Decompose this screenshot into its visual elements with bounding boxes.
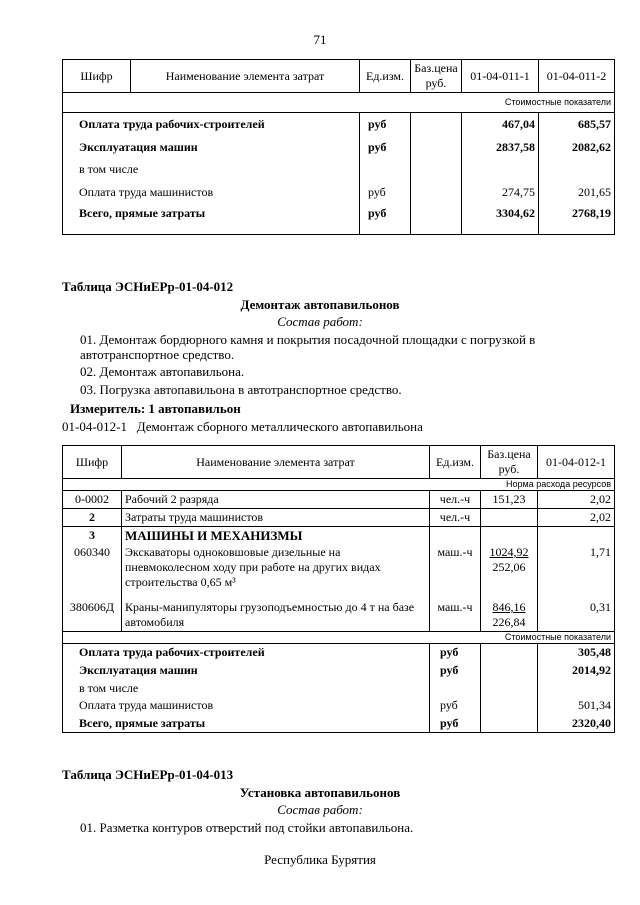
header-code: Шифр xyxy=(63,446,122,479)
table-row xyxy=(63,205,615,235)
row-unit: руб xyxy=(360,181,411,205)
table-row xyxy=(63,181,615,205)
row-unit: маш.-ч xyxy=(430,594,481,632)
table-title-013: Таблица ЭСНиЕРр-01-04-013 xyxy=(62,767,234,782)
row-value-2: 2082,62 xyxy=(539,137,615,159)
cost-label: Стоимостные показатели xyxy=(63,632,615,644)
row-value: 2320,40 xyxy=(538,715,615,733)
row-value-1: 3304,62 xyxy=(462,205,539,235)
header-col-2: 01-04-011-2 xyxy=(539,60,615,93)
row-value: 2014,92 xyxy=(538,662,615,680)
row-code: 0-0002 xyxy=(63,491,122,509)
row-value: 501,34 xyxy=(538,697,615,715)
row-name: Эксплуатация машин xyxy=(63,137,360,159)
table-row xyxy=(63,544,615,594)
row-value-2: 201,65 xyxy=(539,181,615,205)
page-number: 71 xyxy=(313,32,327,47)
row-name: Затраты труда машинистов xyxy=(122,509,430,527)
work-item: автотранспортное средство. xyxy=(80,347,235,362)
row-value-1: 274,75 xyxy=(462,181,539,205)
row-unit: маш.-ч xyxy=(430,544,481,594)
footer-region: Республика Бурятия xyxy=(264,852,376,867)
row-value-2: 685,57 xyxy=(539,113,615,137)
section-heading-012: Демонтаж автопавильонов xyxy=(240,297,400,312)
row-name: Оплата труда машинистов xyxy=(63,697,430,715)
work-item: 01. Демонтаж бордюрного камня и покрытия посадочной площадки с погрузкой в xyxy=(80,332,536,347)
work-item: 01. Разметка контуров отверстий под стойки автопавильона. xyxy=(80,820,414,835)
header-unit: Ед.изм. xyxy=(430,446,481,479)
table-row xyxy=(63,697,615,715)
row-code: 2 xyxy=(63,509,122,527)
row-price: 151,23 xyxy=(481,491,538,509)
table-row xyxy=(63,715,615,733)
table-row xyxy=(63,594,615,632)
works-label-012: Состав работ: xyxy=(277,314,363,329)
table-row xyxy=(63,662,615,680)
header-base-price: Баз.цена руб. xyxy=(481,446,538,479)
table-row xyxy=(63,509,615,527)
works-label-013: Состав работ: xyxy=(277,802,363,817)
row-name: Всего, прямые затраты xyxy=(63,715,430,733)
row-unit: руб xyxy=(430,662,481,680)
header-base-price: Баз.цена руб. xyxy=(411,60,462,93)
row-name: Рабочий 2 разряда xyxy=(122,491,430,509)
table-row xyxy=(63,527,615,545)
row-name: Оплата труда рабочих-строителей xyxy=(63,113,360,137)
header-name: Наименование элемента затрат xyxy=(122,446,430,479)
table-row xyxy=(63,159,615,181)
row-value: 1,71 xyxy=(538,544,615,594)
row-price: 1024,92 xyxy=(489,545,529,559)
row-price-2: 252,06 xyxy=(492,560,526,574)
cost-table-011 xyxy=(62,59,615,235)
row-unit: руб xyxy=(430,697,481,715)
header-unit: Ед.изм. xyxy=(360,60,411,93)
resource-table-012 xyxy=(62,445,615,733)
row-code: 3 xyxy=(63,527,122,545)
header-col-1: 01-04-012-1 xyxy=(538,446,615,479)
work-item: 02. Демонтаж автопавильона. xyxy=(80,364,245,379)
row-value: 2,02 xyxy=(538,491,615,509)
row-name: Оплата труда машинистов xyxy=(63,181,360,205)
header-col-1: 01-04-011-1 xyxy=(462,60,539,93)
row-name: Краны-манипуляторы грузоподъемностью до 4 т на базе автомобиля xyxy=(122,594,430,632)
header-name: Наименование элемента затрат xyxy=(131,60,360,93)
row-unit: руб xyxy=(360,113,411,137)
table-row xyxy=(63,680,615,697)
row-name: Всего, прямые затраты xyxy=(63,205,360,235)
table-row xyxy=(63,491,615,509)
row-name: в том числе xyxy=(63,159,360,181)
row-name: Оплата труда рабочих-строителей xyxy=(63,644,430,662)
row-value-1: 467,04 xyxy=(462,113,539,137)
norm-label: Норма расхода ресурсов xyxy=(63,479,615,491)
row-code: 380606Д xyxy=(63,594,122,632)
row-name: Экскаваторы одноковшовые дизельные на пневмоколесном ходу при работе на других видах строительства 0,65 м³ xyxy=(122,544,430,594)
code-line: 01-04-012-1 Демонтаж сборного металлического автопавильона xyxy=(62,419,423,434)
row-name: Эксплуатация машин xyxy=(63,662,430,680)
row-value: 305,48 xyxy=(538,644,615,662)
table-row xyxy=(63,137,615,159)
header-code: Шифр xyxy=(63,60,131,93)
row-code: 060340 xyxy=(63,544,122,594)
row-unit: руб xyxy=(360,137,411,159)
table-row xyxy=(63,113,615,137)
row-price-2: 226,84 xyxy=(492,615,526,629)
row-unit: руб xyxy=(430,644,481,662)
row-name: в том числе xyxy=(63,680,430,697)
row-value: 2,02 xyxy=(538,509,615,527)
meter: Измеритель: 1 автопавильон xyxy=(70,401,241,416)
row-unit: чел.-ч xyxy=(430,491,481,509)
row-unit: руб xyxy=(360,205,411,235)
row-value: 0,31 xyxy=(538,594,615,632)
row-name: МАШИНЫ И МЕХАНИЗМЫ xyxy=(122,527,430,545)
section-heading-013: Установка автопавильонов xyxy=(239,785,401,800)
section-label: Стоимостные показатели xyxy=(63,93,615,113)
work-item: 03. Погрузка автопавильона в автотранспортное средство. xyxy=(80,382,402,397)
table-header xyxy=(63,446,615,479)
row-value-1: 2837,58 xyxy=(462,137,539,159)
table-title-012: Таблица ЭСНиЕРр-01-04-012 xyxy=(62,279,234,294)
table-row xyxy=(63,644,615,662)
row-price: 846,16 xyxy=(492,600,526,614)
row-unit: чел.-ч xyxy=(430,509,481,527)
row-value-2: 2768,19 xyxy=(539,205,615,235)
row-unit: руб xyxy=(430,715,481,733)
table-header xyxy=(63,60,615,93)
